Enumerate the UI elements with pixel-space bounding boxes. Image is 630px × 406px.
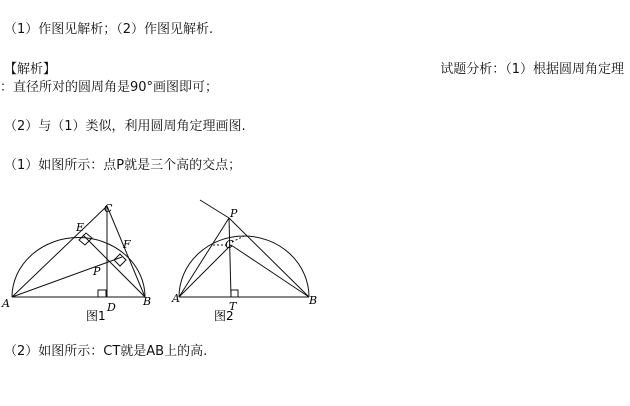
geometry-figures <box>0 190 340 330</box>
fig1-label-a: A <box>2 297 10 310</box>
fig2-label-a: A <box>172 292 180 305</box>
fig1-right-angle-e <box>79 233 92 245</box>
figure-two-description: （2）如图所示：CT就是AB上的高. <box>4 344 208 359</box>
fig1-label-f: F <box>123 238 131 251</box>
fig2-label-t: T <box>229 300 237 313</box>
figure-two-diagram <box>179 200 309 297</box>
answer-line: （1）作图见解析；（2）作图见解析. <box>4 22 214 37</box>
fig1-side-ac <box>12 206 107 297</box>
fig1-caption: 图1 <box>86 309 106 323</box>
analysis-prefix: 试题分析：（1）根据圆周角定理 <box>440 62 624 77</box>
fig2-label-p: P <box>230 207 238 220</box>
fig2-line-bc <box>231 245 309 297</box>
fig2-right-angle-t <box>231 290 238 297</box>
fig1-label-e: E <box>76 221 85 234</box>
fig2-label-b: B <box>309 294 318 307</box>
fig1-label-p: P <box>93 265 101 278</box>
fig2-height-ct <box>229 218 231 297</box>
fig1-right-angle-d <box>98 290 106 297</box>
fig1-label-b: B <box>143 295 152 308</box>
figure-one-diagram <box>12 206 145 297</box>
fig2-extension <box>200 200 229 218</box>
fig2-side-ap <box>179 218 229 297</box>
step-two-text: （2）与（1）类似，利用圆周角定理画图. <box>4 119 246 134</box>
analysis-label: 【解析】 <box>4 62 57 77</box>
fig2-side-bp <box>229 218 309 297</box>
fig2-caption: 图2 <box>214 309 234 323</box>
fig1-label-d: D <box>107 301 116 314</box>
analysis-continuation: ：直径所对的圆周角是90°画图即可； <box>0 80 219 95</box>
fig1-right-angle-f <box>114 254 126 266</box>
fig1-label-c: C <box>104 202 113 215</box>
fig1-side-bc <box>107 206 145 297</box>
fig2-line-ac <box>179 245 231 297</box>
fig2-label-c: C <box>225 238 234 251</box>
figure-one-description: （1）如图所示：点P就是三个高的交点； <box>4 158 242 173</box>
